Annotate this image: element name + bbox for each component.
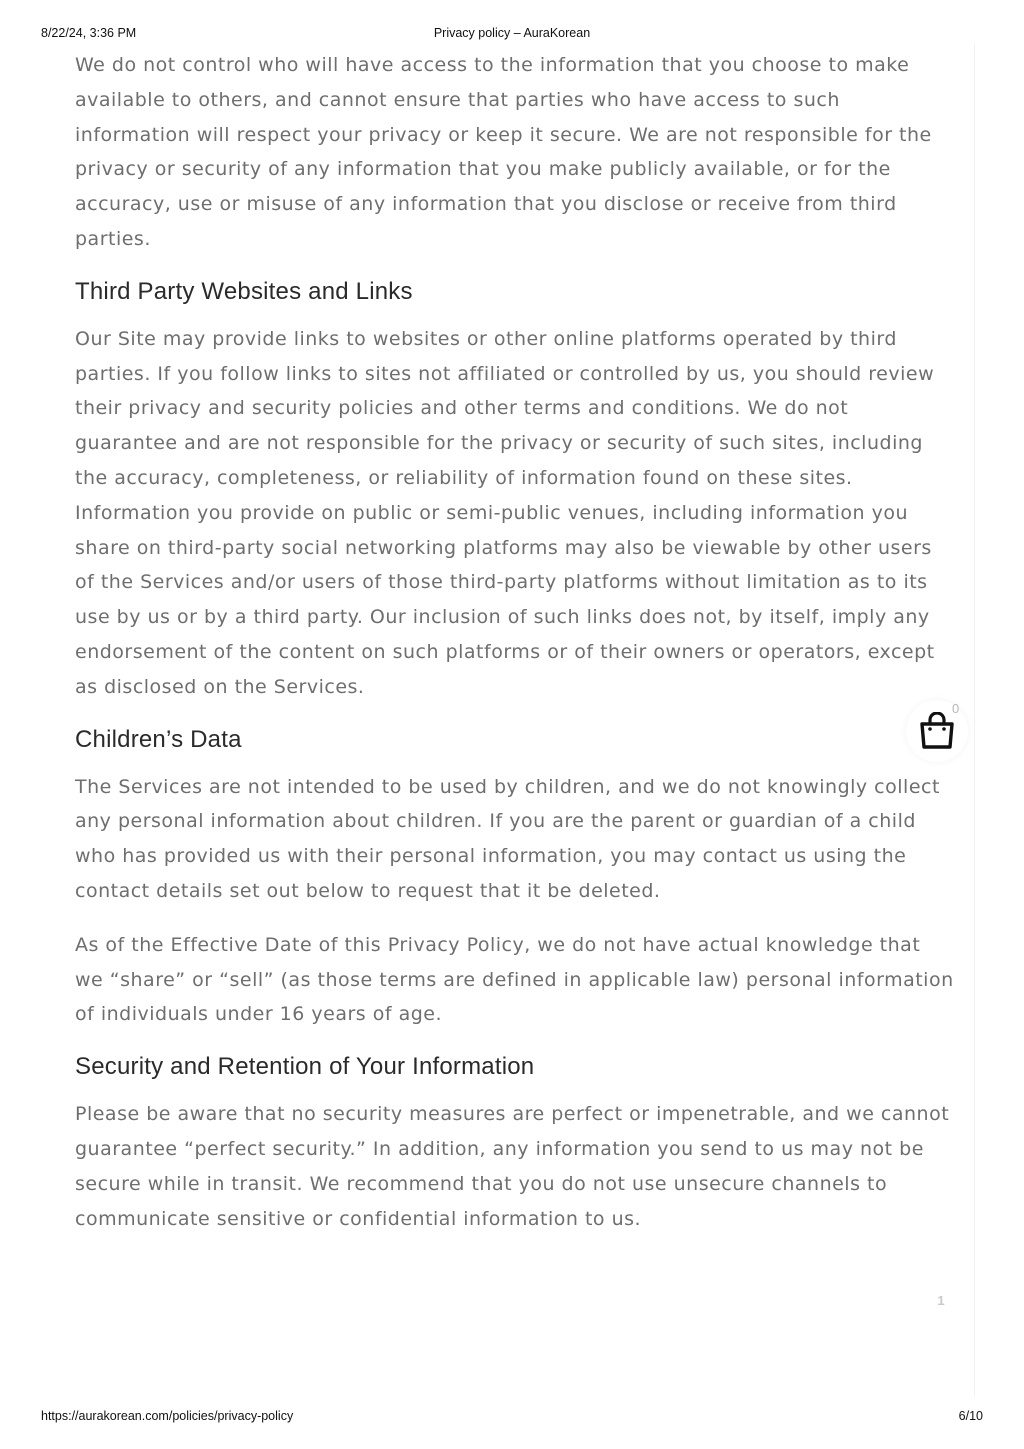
print-datetime: 8/22/24, 3:36 PM [41,26,137,40]
page-edge-divider [974,44,975,1396]
section-security-retention [75,1051,955,1236]
print-header [41,26,983,42]
intro-paragraph: We do not control who will have access to the information that you choose to make available to others, and cannot ensure that parties who have access to such information will respect your privacy or keep it secure. We are not responsible for the privacy or security of any information that you make publicly available, or for the accuracy, use or misuse of any information that you disclose or receive from third parties. [75,54,932,250]
section-heading-childrens-data: Children’s Data [75,725,242,753]
print-footer-url: https://aurakorean.com/policies/privacy-policy [41,1409,294,1423]
floating-page-badge: 1 [926,1286,956,1316]
cart-button[interactable] [906,700,968,762]
section-paragraph: The Services are not intended to be used by children, and we do not knowingly collect any personal information about children. If you are the parent or guardian of a child who has provided us with their personal information, you may contact us using the contact details set out below to request that it be deleted. [75,775,940,902]
section-heading-third-party: Third Party Websites and Links [75,277,413,305]
shopping-bag-icon [919,712,955,750]
print-footer [41,1409,983,1425]
section-paragraph: Our Site may provide links to websites or other online platforms operated by third parties. If you follow links to sites not affiliated or controlled by us, you should review their privacy and security policies and other terms and conditions. We do not guarantee and are not responsible for the privacy or security of such sites, including the accuracy, completeness, or reliability of information found on these sites. Information you provide on public or semi-public venues, including information you share on third-party social networking platforms may also be viewable by other users of the Services and/or users of those third-party platforms without limitation as to its use by us or by a third party. Our inclusion of such links does not, by itself, imply any endorsement of the content on such platforms or of their owners or operators, except as disclosed on the Services. [75,327,935,698]
section-heading-security: Security and Retention of Your Information [75,1053,535,1081]
print-page-indicator: 6/10 [958,1409,983,1423]
section-childrens-data [75,724,955,1033]
cart-count-badge: 0 [952,701,960,716]
section-third-party-links [75,276,955,705]
section-paragraph: As of the Effective Date of this Privacy Policy, we do not have actual knowledge that we “share” or “sell” (as those terms are defined in applicable law) personal information of individuals under 16 years of age. [75,933,954,1026]
section-paragraph: Please be aware that no security measures are perfect or impenetrable, and we cannot guarantee “perfect security.” In addition, any information you send to us may not be secure while in transit. We recommend that you do not use unsecure channels to communicate sensitive or confidential information to us. [75,1103,950,1230]
print-page-title: Privacy policy – AuraKorean [433,26,591,40]
policy-content [75,48,955,1255]
